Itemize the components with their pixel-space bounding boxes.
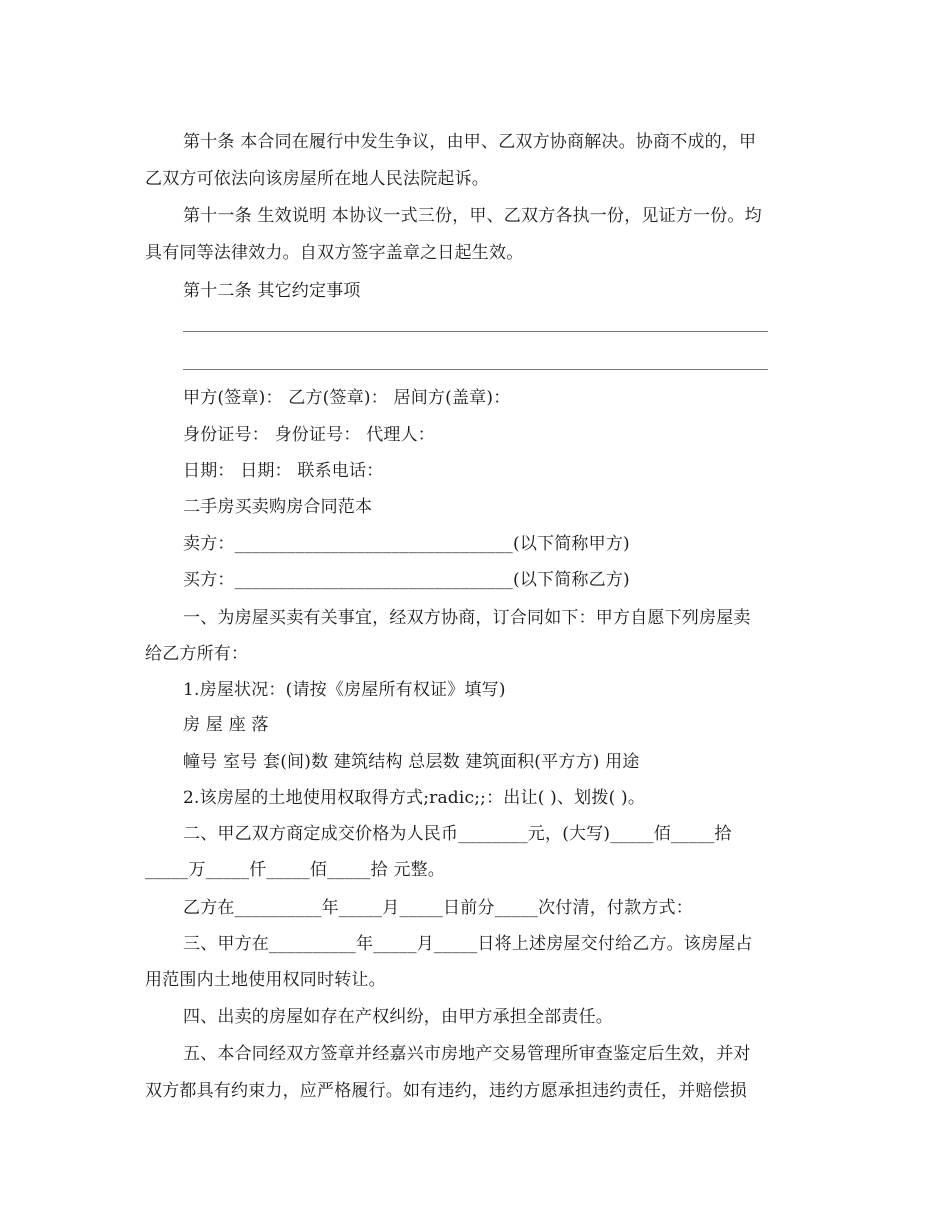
section-4-line: 四、出卖的房屋如存在产权纠纷，由甲方承担全部责任。	[183, 1007, 613, 1027]
section-1-line-2: 给乙方所有：	[145, 644, 249, 664]
section-2-line-1: 二、甲乙双方商定成交价格为人民币________元，(大写)_____佰_____拾	[183, 824, 732, 844]
signature-line: 甲方(签章)： 乙方(签章)： 居间方(盖章)：	[183, 388, 511, 408]
section-5-line-2: 双方都具有约束力，应严格履行。如有违约，违约方愿承担违约责任，并赔偿损	[145, 1081, 747, 1101]
clause-10-line-2: 乙双方可依法向该房屋所在地人民法院起诉。	[145, 169, 489, 189]
section-3-line-1: 三、甲方在__________年_____月_____日将上述房屋交付给乙方。该房屋占	[183, 934, 753, 954]
template-title: 二手房买卖购房合同范本	[183, 497, 373, 517]
section-2-line-2: _____万_____仟_____佰_____拾 元整。	[145, 860, 446, 880]
clause-10-line-1: 第十条 本合同在履行中发生争议，由甲、乙双方协商解决。协商不成的，甲	[183, 132, 757, 152]
date-line: 日期： 日期： 联系电话：	[183, 461, 384, 481]
payment-line: 乙方在__________年_____月_____日前分_____次付清，付款方式：	[183, 898, 693, 918]
clause-11-line-1: 第十一条 生效说明 本协议一式三份，甲、乙双方各执一份，见证方一份。均	[183, 206, 762, 226]
clause-12-heading: 第十二条 其它约定事项	[183, 281, 361, 301]
clause-11-line-2: 具有同等法律效力。自双方签字盖章之日起生效。	[145, 243, 524, 263]
house-location-line: 房 屋 座 落	[183, 715, 269, 735]
section-1-line-1: 一、为房屋买卖有关事宜，经双方协商，订合同如下：甲方自愿下列房屋卖	[183, 608, 751, 628]
house-status-line: 1.房屋状况：(请按《房屋所有权证》填写)	[183, 680, 506, 700]
land-use-line: 2.该房屋的土地使用权取得方式;radic;;：出让( )、划拨( )。	[183, 788, 646, 808]
section-3-line-2: 用范围内土地使用权同时转让。	[145, 970, 386, 990]
blank-rule	[183, 331, 768, 332]
house-details-line: 幢号 室号 套(间)数 建筑结构 总层数 建筑面积(平方方) 用途	[183, 752, 640, 772]
buyer-line: 买方：________________________________(以下简称乙方)	[183, 570, 630, 590]
id-number-line: 身份证号： 身份证号： 代理人：	[183, 425, 436, 445]
blank-rule	[183, 369, 768, 370]
seller-line: 卖方：________________________________(以下简称甲方)	[183, 534, 630, 554]
section-5-line-1: 五、本合同经双方签章并经嘉兴市房地产交易管理所审查鉴定后生效，并对	[183, 1044, 751, 1064]
